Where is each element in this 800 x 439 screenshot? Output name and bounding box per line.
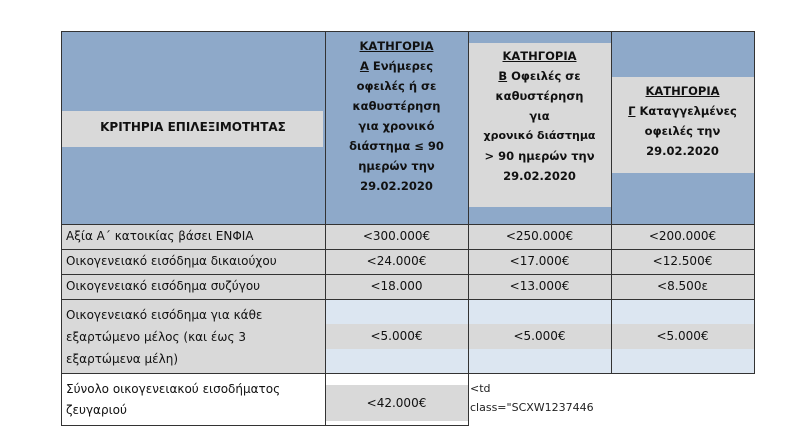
cat-b-blue-bottom [468, 207, 611, 224]
row-4-label [66, 304, 262, 370]
row-4-label-line-2: εξαρτώμενο μέλος (και έως 3 [66, 330, 246, 344]
cat-b-line-4: χρονικό διάστημα [483, 129, 596, 142]
row-2-cat-c: <12.500€ [652, 254, 713, 268]
cat-c-header [611, 81, 754, 161]
cat-a-line-7: 29.02.2020 [360, 179, 433, 193]
criteria-header-label: ΚΡΙΤΗΡΙΑ ΕΠΙΛΕΞΙΜΟΤΗΤΑΣ [100, 120, 286, 134]
row-3-label: Οικογενειακό εισόδημα συζύγου [66, 279, 261, 293]
cat-a-line-5: διάστημα ≤ 90 [349, 139, 444, 153]
cat-c-line-2: οφειλές την [644, 124, 721, 138]
row-4-label-line-1: Οικογενειακό εισόδημα για κάθε [66, 308, 263, 322]
row-3-cat-c: <8.500ε [657, 279, 708, 293]
cat-b-line-1: Β Οφειλές σε [498, 69, 581, 83]
row-4-light-top [325, 299, 754, 324]
cat-b-blue-top [468, 31, 611, 43]
row-5-label-line-2: ζευγαριού [66, 403, 127, 417]
cat-c-line-3: 29.02.2020 [646, 144, 719, 158]
cat-a-line-6: ημερών την [358, 159, 435, 173]
cat-c-title: ΚΑΤΗΓΟΡΙΑ [645, 84, 720, 98]
row-3-cat-a: <18.000 [370, 279, 423, 293]
row-5-label [66, 379, 280, 421]
row-4-cat-b: <5.000€ [513, 329, 566, 343]
cat-a-line-1: Α Ενήμερες [359, 59, 434, 73]
cat-a-title: ΚΑΤΗΓΟΡΙΑ [359, 39, 434, 53]
raw-html-line-2: class="SCXW1237446 [470, 401, 594, 414]
cat-b-title: ΚΑΤΗΓΟΡΙΑ [502, 49, 577, 63]
row-4-cat-c: <5.000€ [656, 329, 709, 343]
cat-b-line-6: 29.02.2020 [503, 169, 576, 183]
row-4-light-bottom [325, 349, 754, 373]
row-1-label: Αξία Α΄ κατοικίας βάσει ΕΝΦΙΑ [66, 229, 254, 243]
cat-a-header [325, 36, 468, 196]
row-1-cat-b: <250.000€ [505, 229, 574, 243]
cat-b-line-5: > 90 ημερών την [484, 149, 595, 163]
cat-b-header [468, 46, 611, 186]
row-4-label-line-3: εξαρτώμενα μέλη) [66, 352, 179, 366]
cat-b-line-3: για [529, 109, 550, 123]
raw-html-fragment [470, 379, 594, 417]
row-5-cat-a: <42.000€ [366, 396, 427, 410]
cat-c-line-1: Γ Καταγγελμένες [628, 104, 737, 118]
cat-b-line-2: καθυστέρηση [495, 89, 584, 103]
row-4-cat-a: <5.000€ [370, 329, 423, 343]
row-5-label-line-1: Σύνολο οικογενειακού εισοδήματος [66, 382, 281, 396]
row-1-cat-c: <200.000€ [648, 229, 717, 243]
row-2-cat-a: <24.000€ [366, 254, 427, 268]
cat-a-line-2: οφειλές ή σε [356, 79, 437, 93]
row-3-cat-b: <13.000€ [509, 279, 570, 293]
row-1-cat-a: <300.000€ [362, 229, 431, 243]
row-2-cat-b: <17.000€ [509, 254, 570, 268]
cat-a-line-3: καθυστέρηση [352, 99, 441, 113]
cat-a-line-4: για χρονικό [358, 119, 435, 133]
row-2-label: Οικογενειακό εισόδημα δικαιούχου [66, 254, 277, 268]
raw-html-line-1: <td [470, 382, 491, 395]
